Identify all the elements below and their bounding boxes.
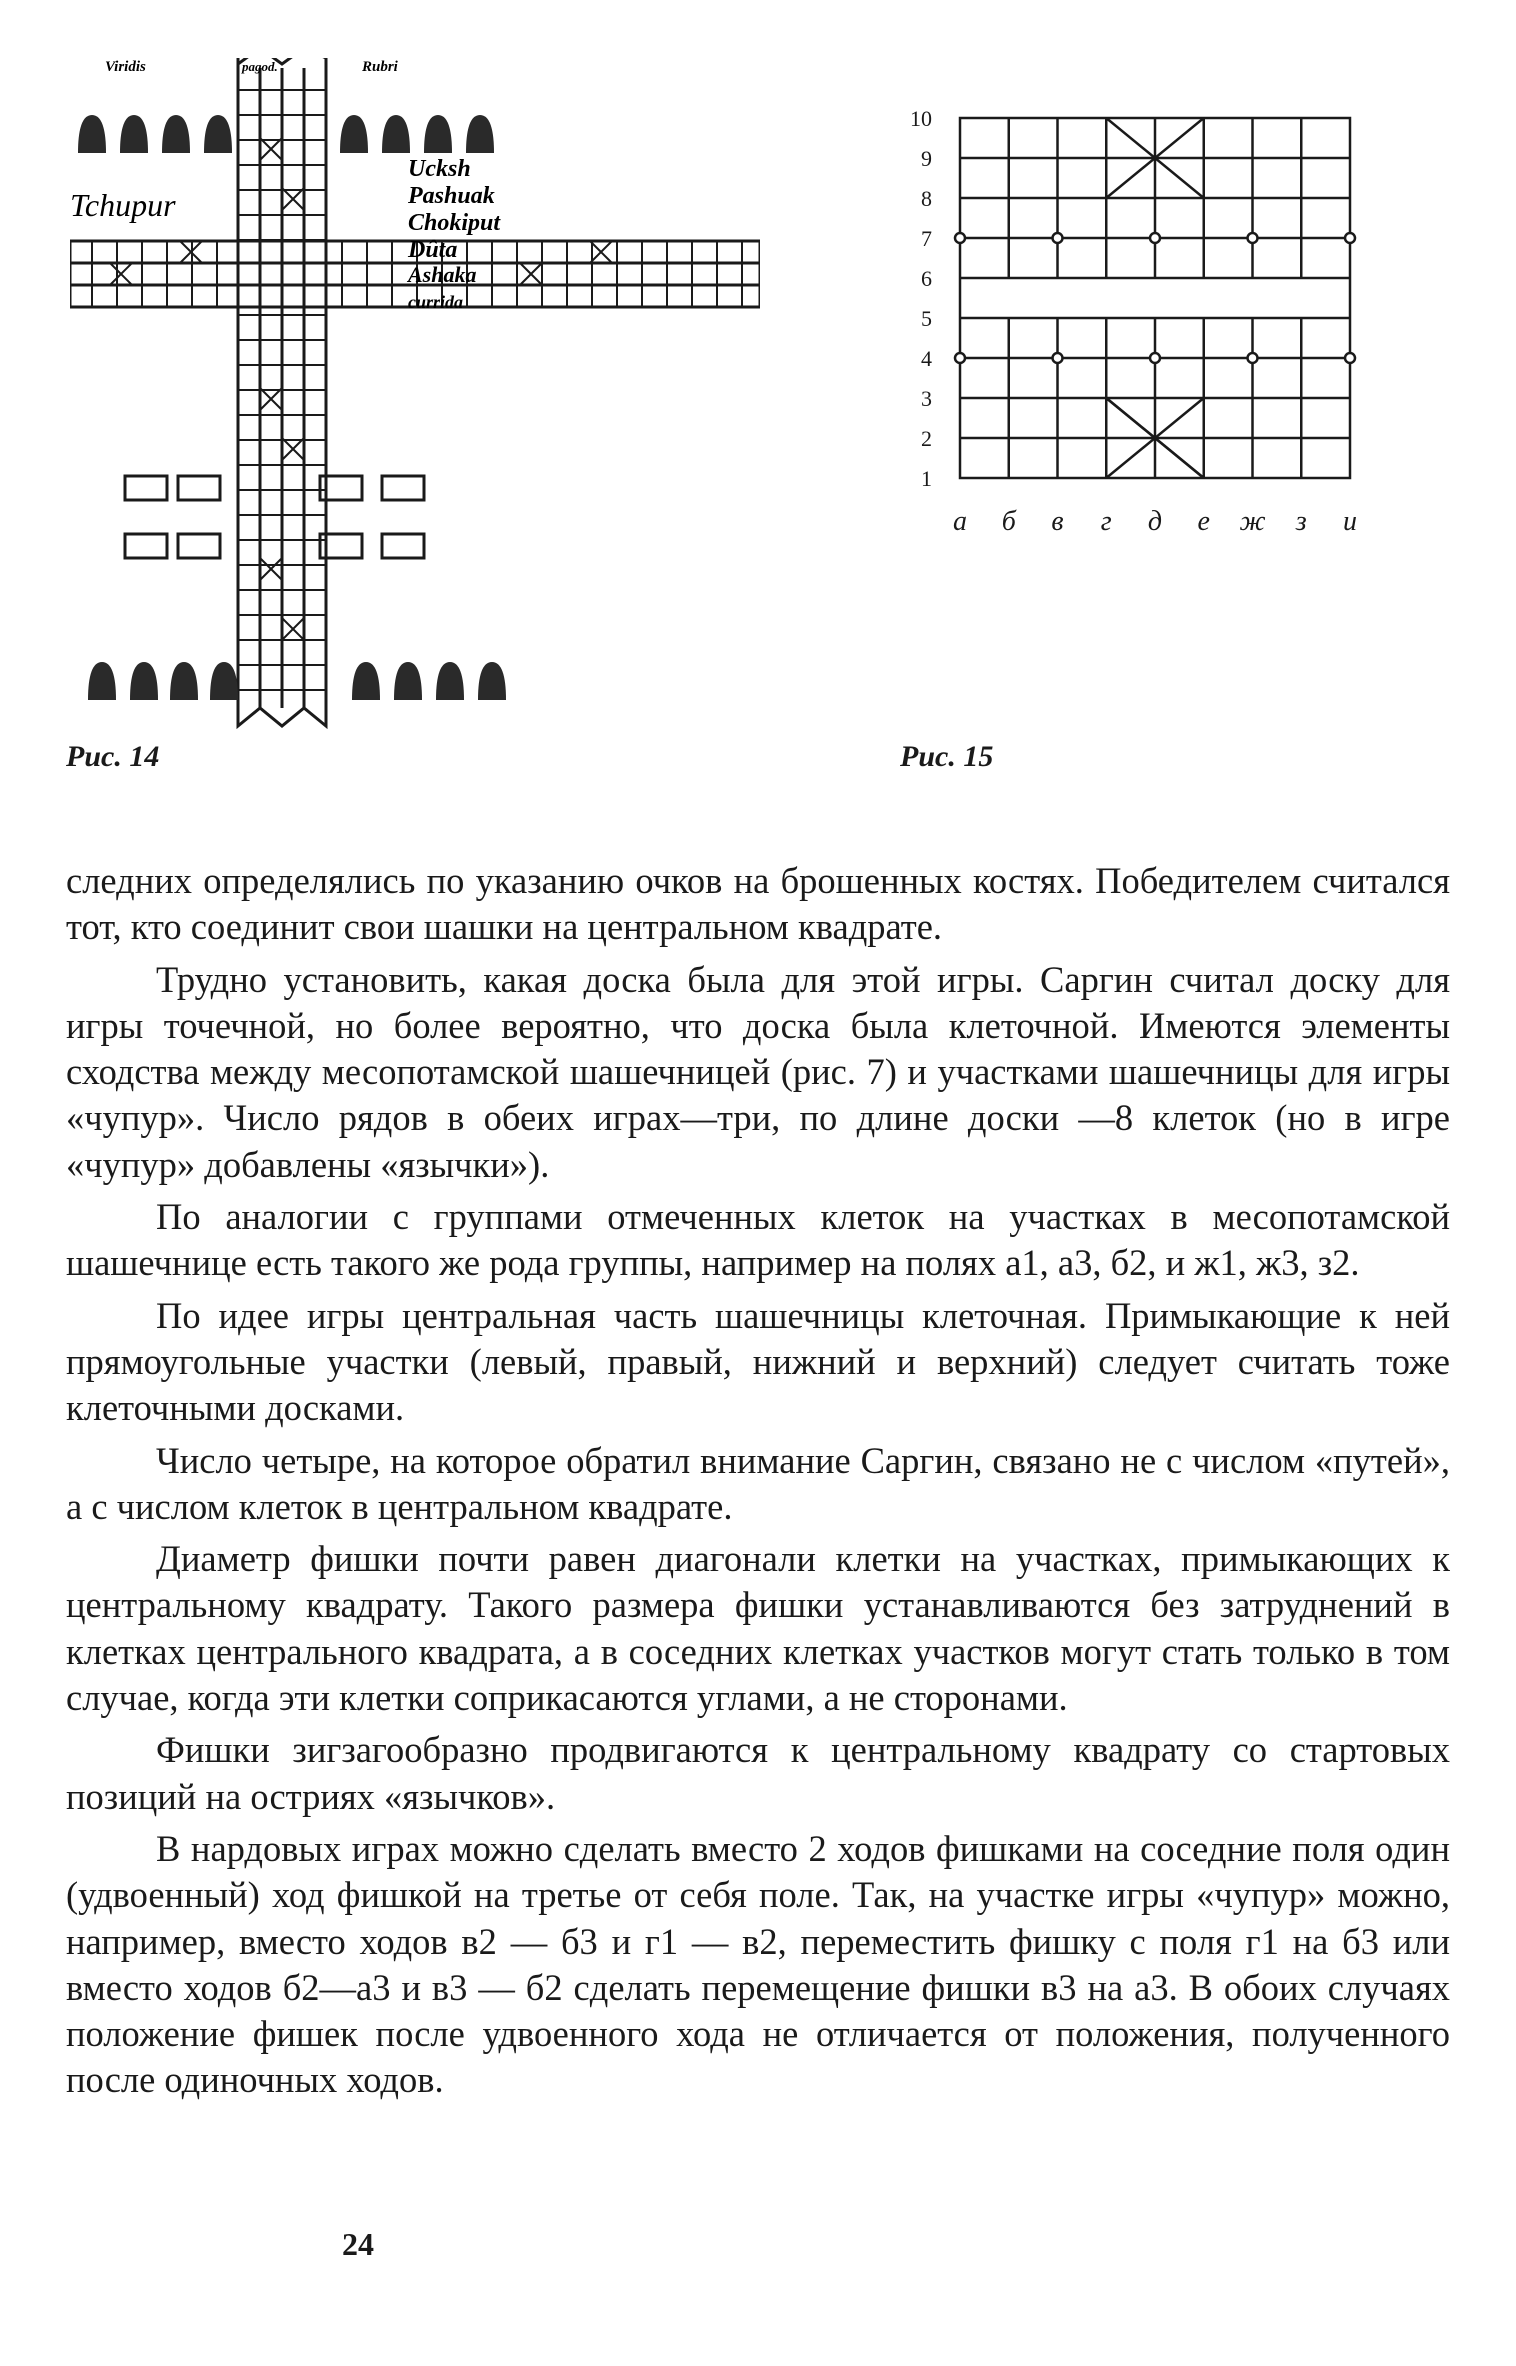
board-point	[955, 353, 965, 363]
figure-15-grid-board	[880, 90, 1450, 740]
row-label: 8	[921, 186, 932, 211]
paragraph-5: Число четыре, на которое обратил внимание Саргин, связано не с числом «путей», а с числом клеток в центральном квадрате.	[66, 1439, 1450, 1527]
column-label: а	[953, 506, 967, 537]
row-label: 6	[921, 266, 932, 291]
column-label: е	[1197, 506, 1210, 537]
board-point	[1248, 233, 1258, 243]
row-label: 7	[921, 226, 932, 251]
label-pagod: pagod.	[242, 59, 278, 74]
body-text	[66, 858, 1450, 2104]
column-label: д	[1147, 506, 1163, 537]
label-name-1: Ucksh	[408, 156, 471, 182]
label-name-6: currida	[408, 292, 464, 312]
board-point	[1248, 353, 1258, 363]
label-chupur: Tchupur	[70, 187, 176, 223]
label-name-2: Pashuak	[408, 183, 495, 209]
page-number: 24	[342, 2226, 374, 2262]
paragraph-1: следних определялись по указанию очков на брошенных костях. Победителем считался тот, кто соединит свои шашки на центральном квадрате.	[66, 860, 1450, 948]
row-label: 4	[921, 346, 932, 371]
figure-15-caption: Рис. 15	[900, 740, 994, 773]
row-label: 3	[921, 386, 932, 411]
board-point	[955, 233, 965, 243]
label-viridis: Viridis	[105, 59, 146, 75]
column-label: и	[1343, 506, 1357, 537]
column-label: б	[1001, 506, 1016, 537]
paragraph-3: По аналогии с группами отмеченных клеток на участках в месопотамской шашечнице есть такого же рода группы, например на полях а1, а3, б2, и ж1, ж3, з2.	[66, 1196, 1450, 1284]
row-label: 2	[921, 426, 932, 451]
label-rubri: Rubri	[362, 59, 398, 75]
row-labels	[910, 106, 932, 491]
board-point	[1053, 233, 1063, 243]
paragraph-7: Фишки зигзагообразно продвигаются к центральному квадрату со стартовых позиций на остриях «язычков».	[66, 1729, 1450, 1817]
column-label: ж	[1239, 506, 1266, 537]
row-label: 10	[910, 106, 932, 131]
board-point	[1150, 233, 1160, 243]
column-label: з	[1295, 506, 1307, 537]
paragraph-8: В нардовых играх можно сделать вместо 2 ходов фишками на соседние поля один (удвоенный) ход фишкой на третье от себя поле. Так, на участке игры «чупур» можно, например, вместо ходов в2 — б3 и г1 — в2, переместить фишку с поля г1 на б3 или вместо ходов б2—а3 и в3 — б2 сделать перемещение фишки в3 на а3. В обоих случаях положение фишек после удвоенного хода не отличается от положения, полученного после одиночных ходов.	[66, 1827, 1450, 2101]
paragraph-2: Трудно установить, какая доска была для этой игры. Саргин считал доску для игры точечной, но более вероятно, что доска была клеточной. Имеются элементы сходства между месопотамской шашечницей (рис. 7) и участками шашечницы для игры «чупур». Число рядов в обеих играх—три, по длине доски —8 клеток (но в игре «чупур» добавлены «язычки»).	[66, 958, 1450, 1185]
board-point	[1345, 233, 1355, 243]
board-point	[1150, 353, 1160, 363]
figure-14-chupur-board	[70, 58, 760, 738]
column-labels	[953, 506, 1357, 537]
board-point	[1053, 353, 1063, 363]
label-name-3: Chokiput	[408, 210, 501, 236]
paragraph-4: По идее игры центральная часть шашечницы клеточная. Примыкающие к ней прямоугольные участки (левый, правый, нижний и верхний) следует считать тоже клеточными досками.	[66, 1294, 1450, 1429]
row-label: 1	[921, 466, 932, 491]
board-grid	[955, 118, 1355, 478]
label-name-5: Ashaka	[408, 262, 477, 287]
column-label: г	[1100, 506, 1112, 537]
board-point	[1345, 353, 1355, 363]
paragraph-6: Диаметр фишки почти равен диагонали клетки на участках, примыкающих к центральному квадрату. Такого размера фишки устанавливаются без затруднений в клетках центрального квадрата, а в соседних клетках участков могут стать только в том случае, когда эти клетки соприкасаются углами, а не сторонами.	[66, 1538, 1450, 1719]
dice	[125, 476, 424, 558]
row-label: 9	[921, 146, 932, 171]
figure-14-caption: Рис. 14	[66, 740, 160, 773]
column-label: в	[1051, 506, 1064, 537]
row-label: 5	[921, 306, 932, 331]
label-name-4: Dûta	[408, 237, 458, 263]
